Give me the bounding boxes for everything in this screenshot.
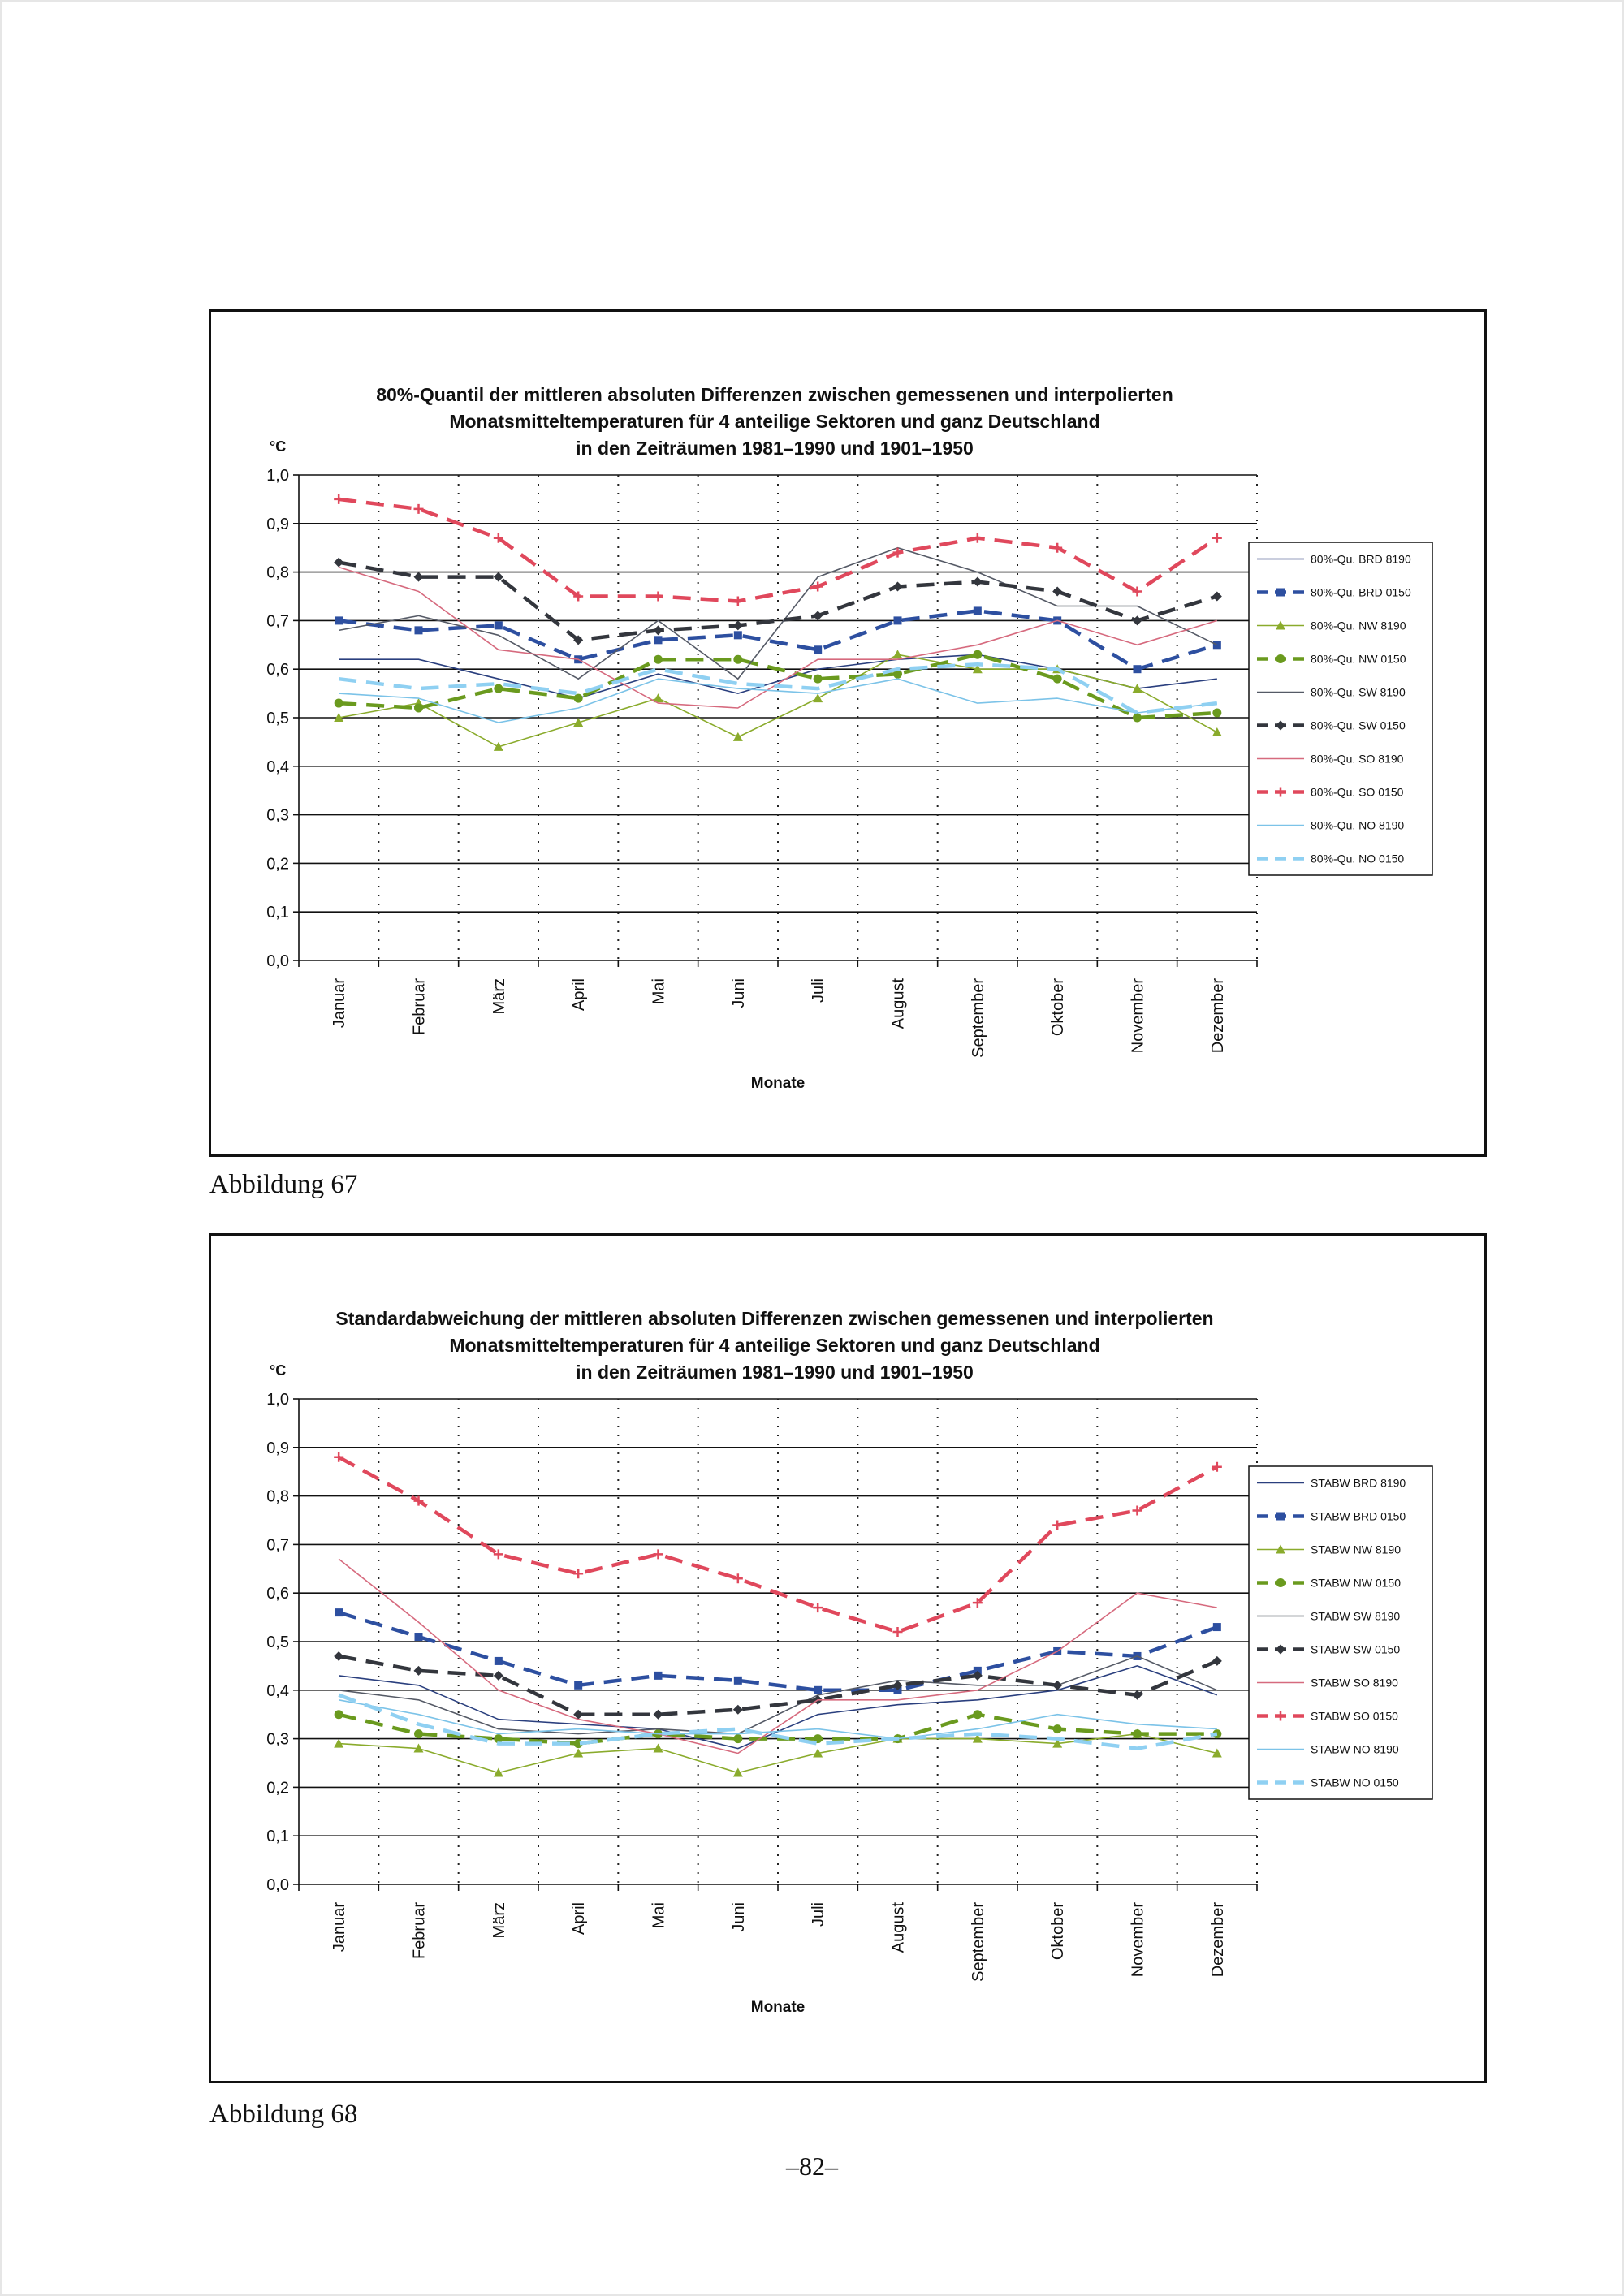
c1-legend-label-80-qu-nw-0150: 80%-Qu. NW 0150 (1311, 652, 1406, 666)
c2-x-label-august: August (889, 1902, 908, 1953)
c2-legend-label-stabw-brd-8190: STABW BRD 8190 (1311, 1476, 1406, 1490)
c1-point-80-qu-brd-0150-11 (1134, 665, 1142, 673)
c2-x-label-januar: Januar (330, 1902, 349, 1953)
c2-x-label-februar: Februar (410, 1902, 429, 1960)
page-number: –82– (786, 2151, 838, 2181)
c2-point-stabw-nw-0150-9 (973, 1710, 982, 1719)
c1-point-80-qu-nw-0150-4 (574, 694, 583, 703)
c2-y-tick-label-0: 0,0 (266, 1876, 289, 1894)
c2-point-stabw-so-0150-8 (893, 1627, 903, 1637)
c1-point-80-qu-brd-0150-3 (495, 621, 503, 629)
c1-point-80-qu-brd-0150-8 (894, 616, 902, 624)
c2-legend-label-stabw-nw-8190: STABW NW 8190 (1311, 1543, 1401, 1556)
c1-point-80-qu-nw-0150-7 (814, 675, 823, 684)
c2-x-label-dezember: Dezember (1208, 1902, 1227, 1978)
c2-x-label-september: September (969, 1902, 987, 1982)
c1-point-80-qu-brd-0150-2 (415, 626, 423, 634)
c1-point-80-qu-brd-0150-12 (1213, 641, 1221, 649)
c1-y-tick-label-0: 0,0 (266, 952, 289, 970)
c2-point-stabw-brd-0150-6 (734, 1677, 742, 1685)
c1-y-tick-label-4: 0,4 (266, 757, 289, 776)
c1-legend (1249, 542, 1432, 875)
c1-point-80-qu-sw-0150-6 (733, 620, 743, 630)
c2-x-axis-title: Monate (750, 1999, 806, 2016)
c1-point-80-qu-brd-0150-6 (734, 631, 742, 639)
c2-legend-marker-stabw-nw-0150 (1276, 1578, 1285, 1587)
chart-frame-67 (209, 309, 1487, 1157)
c1-y-tick-label-6: 0,6 (266, 661, 289, 680)
c2-x-label-m-rz: März (490, 1902, 508, 1939)
c2-point-stabw-nw-0150-1 (335, 1710, 343, 1719)
c1-y-tick-label-2: 0,2 (266, 855, 289, 874)
c1-legend-marker-80-qu-brd-0150 (1276, 589, 1285, 597)
c1-point-80-qu-nw-8190-12 (1212, 727, 1222, 736)
c2-title-line-1: Standardabweichung der mittleren absoluten Differenzen zwischen gemessenen und interpolierten (335, 1308, 1214, 1329)
c2-point-stabw-nw-0150-11 (1133, 1729, 1142, 1738)
c2-x-label-november: November (1129, 1902, 1147, 1978)
c2-y-tick-label-7: 0,7 (266, 1536, 289, 1555)
c2-title-line-3: in den Zeiträumen 1981–1990 und 1901–1950 (576, 1362, 974, 1383)
c2-point-stabw-sw-0150-2 (414, 1666, 424, 1676)
c2-line-stabw-so-8190 (339, 1559, 1217, 1753)
c1-x-label-april: April (570, 978, 589, 1012)
c2-y-tick-label-10: 1,0 (266, 1391, 289, 1409)
c1-y-tick-label-7: 0,7 (266, 612, 289, 631)
c1-title-line-1: 80%-Quantil der mittleren absoluten Differenzen zwischen gemessenen und interpolierten (376, 384, 1173, 405)
c1-point-80-qu-so-0150-9 (973, 533, 983, 543)
c1-x-axis-title: Monate (750, 1075, 806, 1092)
c1-point-80-qu-nw-0150-3 (494, 684, 503, 693)
c1-legend-label-80-qu-sw-8190: 80%-Qu. SW 8190 (1311, 685, 1406, 699)
c1-point-80-qu-sw-0150-7 (813, 611, 823, 620)
caption-67: Abbildung 67 (209, 1170, 358, 1199)
c1-point-80-qu-sw-0150-2 (414, 572, 424, 582)
c1-title-line-2: Monatsmitteltemperaturen für 4 anteilige Sektoren und ganz Deutschland (449, 411, 1100, 432)
c1-point-80-qu-brd-0150-1 (335, 616, 343, 624)
c2-y-tick-label-2: 0,2 (266, 1779, 289, 1798)
c2-point-stabw-nw-0150-6 (733, 1734, 742, 1743)
c1-x-label-m-rz: März (490, 978, 508, 1015)
c2-point-stabw-brd-0150-3 (495, 1657, 503, 1665)
c2-point-stabw-brd-0150-5 (654, 1672, 663, 1680)
c1-y-tick-label-10: 1,0 (266, 467, 289, 485)
c2-series-stabw-so-8190 (339, 1559, 1217, 1753)
c1-x-label-januar: Januar (330, 978, 349, 1029)
c1-point-80-qu-sw-0150-12 (1212, 592, 1222, 602)
c1-point-80-qu-nw-0150-9 (973, 650, 982, 659)
c2-point-stabw-brd-0150-1 (335, 1608, 343, 1616)
c1-x-label-november: November (1129, 978, 1147, 1054)
c2-point-stabw-brd-0150-7 (814, 1686, 822, 1694)
c2-point-stabw-sw-0150-6 (733, 1705, 743, 1715)
c2-point-stabw-sw-0150-1 (334, 1651, 343, 1661)
c1-point-80-qu-nw-0150-12 (1212, 709, 1221, 718)
c1-point-80-qu-so-0150-6 (733, 596, 743, 606)
c1-series-80-qu-sw-8190 (339, 548, 1217, 680)
c1-point-80-qu-brd-0150-5 (654, 636, 663, 644)
c2-point-stabw-brd-0150-4 (574, 1681, 582, 1690)
c1-x-label-dezember: Dezember (1208, 978, 1227, 1054)
c1-x-label-juni: Juni (729, 978, 748, 1008)
c1-point-80-qu-sw-0150-5 (654, 625, 663, 635)
c2-point-stabw-so-0150-10 (1052, 1520, 1062, 1530)
c2-y-tick-label-3: 0,3 (266, 1730, 289, 1749)
c2-legend-label-stabw-no-8190: STABW NO 8190 (1311, 1742, 1399, 1756)
c1-line-80-qu-brd-0150 (339, 611, 1217, 669)
c1-point-80-qu-nw-8190-6 (733, 732, 743, 741)
c1-point-80-qu-nw-0150-6 (733, 655, 742, 664)
c1-y-tick-label-9: 0,9 (266, 515, 289, 533)
c1-title-line-3: in den Zeiträumen 1981–1990 und 1901–1950 (576, 438, 974, 459)
c2-point-stabw-so-0150-7 (813, 1603, 823, 1612)
c1-x-label-mai: Mai (650, 978, 668, 1005)
c2-y-unit: °C (270, 1362, 287, 1379)
c2-legend-label-stabw-sw-0150: STABW SW 0150 (1311, 1642, 1401, 1656)
c2-x-label-april: April (570, 1902, 589, 1936)
c2-x-label-juli: Juli (810, 1902, 828, 1927)
c2-point-stabw-so-0150-4 (573, 1569, 583, 1578)
c2-y-tick-label-4: 0,4 (266, 1681, 289, 1700)
c1-legend-label-80-qu-so-8190: 80%-Qu. SO 8190 (1311, 752, 1404, 766)
chart-68 (211, 1236, 1489, 2086)
caption-68: Abbildung 68 (209, 2100, 358, 2129)
c1-point-80-qu-brd-0150-7 (814, 645, 822, 654)
c1-legend-label-80-qu-brd-8190: 80%-Qu. BRD 8190 (1311, 552, 1411, 566)
c2-line-stabw-brd-0150 (339, 1612, 1217, 1690)
c1-point-80-qu-sw-0150-10 (1052, 587, 1062, 597)
c1-legend-label-80-qu-sw-0150: 80%-Qu. SW 0150 (1311, 719, 1406, 732)
c1-legend-label-80-qu-brd-0150: 80%-Qu. BRD 0150 (1311, 585, 1411, 599)
c1-x-label-februar: Februar (410, 978, 429, 1036)
c1-y-unit: °C (270, 438, 287, 455)
c2-y-tick-label-9: 0,9 (266, 1439, 289, 1457)
c2-legend-label-stabw-so-0150: STABW SO 0150 (1311, 1709, 1398, 1723)
c2-point-stabw-nw-0150-10 (1053, 1724, 1062, 1733)
c1-y-tick-label-3: 0,3 (266, 806, 289, 825)
c1-point-80-qu-so-0150-5 (654, 592, 663, 602)
c1-line-80-qu-so-0150 (339, 499, 1217, 602)
c2-legend-label-stabw-no-0150: STABW NO 0150 (1311, 1776, 1399, 1789)
c1-point-80-qu-nw-0150-5 (654, 655, 663, 664)
c1-point-80-qu-so-0150-2 (414, 504, 424, 514)
c1-legend-marker-80-qu-nw-0150 (1276, 654, 1285, 663)
c1-point-80-qu-nw-0150-10 (1053, 675, 1062, 684)
c1-y-tick-label-5: 0,5 (266, 710, 289, 727)
c2-point-stabw-brd-0150-12 (1213, 1623, 1221, 1631)
c2-y-tick-label-5: 0,5 (266, 1634, 289, 1651)
c1-point-80-qu-sw-0150-9 (973, 577, 983, 587)
c1-x-label-september: September (969, 978, 987, 1058)
c2-y-tick-label-8: 0,8 (266, 1487, 289, 1506)
c1-legend-label-80-qu-no-8190: 80%-Qu. NO 8190 (1311, 818, 1405, 832)
c2-y-tick-label-6: 0,6 (266, 1585, 289, 1603)
c1-point-80-qu-nw-0150-1 (335, 699, 343, 708)
c1-series-80-qu-nw-8190 (334, 650, 1222, 751)
c2-x-label-mai: Mai (650, 1902, 668, 1929)
c1-point-80-qu-nw-8190-7 (813, 693, 823, 702)
c2-point-stabw-brd-0150-2 (415, 1633, 423, 1641)
c1-point-80-qu-nw-0150-2 (414, 704, 423, 713)
c2-title-line-2: Monatsmitteltemperaturen für 4 anteilige Sektoren und ganz Deutschland (449, 1335, 1100, 1356)
c1-x-label-juli: Juli (810, 978, 828, 1003)
c1-x-label-oktober: Oktober (1049, 978, 1068, 1037)
c2-point-stabw-sw-0150-5 (654, 1710, 663, 1720)
c2-point-stabw-nw-0150-2 (414, 1729, 423, 1738)
c2-y-tick-label-1: 0,1 (266, 1828, 289, 1846)
c2-x-label-oktober: Oktober (1049, 1902, 1068, 1961)
c1-y-tick-label-1: 0,1 (266, 904, 289, 922)
chart-frame-68 (209, 1233, 1487, 2083)
c1-point-80-qu-sw-0150-8 (893, 582, 903, 592)
c2-legend-marker-stabw-brd-0150 (1276, 1513, 1285, 1521)
c1-point-80-qu-nw-8190-8 (893, 650, 903, 658)
c1-legend-label-80-qu-nw-8190: 80%-Qu. NW 8190 (1311, 619, 1406, 632)
c1-point-80-qu-sw-0150-11 (1133, 615, 1142, 625)
c2-legend-label-stabw-sw-8190: STABW SW 8190 (1311, 1609, 1401, 1623)
c1-point-80-qu-nw-0150-11 (1133, 714, 1142, 723)
c2-x-label-juni: Juni (729, 1902, 748, 1932)
c1-legend-label-80-qu-no-0150: 80%-Qu. NO 0150 (1311, 852, 1405, 865)
c2-point-stabw-so-0150-6 (733, 1573, 743, 1583)
c2-legend (1249, 1466, 1432, 1799)
c1-point-80-qu-so-0150-12 (1212, 533, 1222, 543)
c1-legend-label-80-qu-so-0150: 80%-Qu. SO 0150 (1311, 785, 1404, 799)
c2-legend-label-stabw-nw-0150: STABW NW 0150 (1311, 1576, 1401, 1590)
chart-67 (211, 312, 1489, 1159)
c2-legend-label-stabw-brd-0150: STABW BRD 0150 (1311, 1509, 1406, 1523)
c2-point-stabw-so-0150-5 (654, 1549, 663, 1559)
c1-point-80-qu-sw-0150-1 (334, 558, 343, 568)
c2-legend-label-stabw-so-8190: STABW SO 8190 (1311, 1676, 1398, 1690)
c1-y-tick-label-8: 0,8 (266, 563, 289, 582)
c1-x-label-august: August (889, 978, 908, 1029)
c1-point-80-qu-brd-0150-9 (974, 606, 982, 615)
c1-line-80-qu-sw-8190 (339, 548, 1217, 680)
c1-point-80-qu-so-0150-1 (334, 494, 343, 504)
